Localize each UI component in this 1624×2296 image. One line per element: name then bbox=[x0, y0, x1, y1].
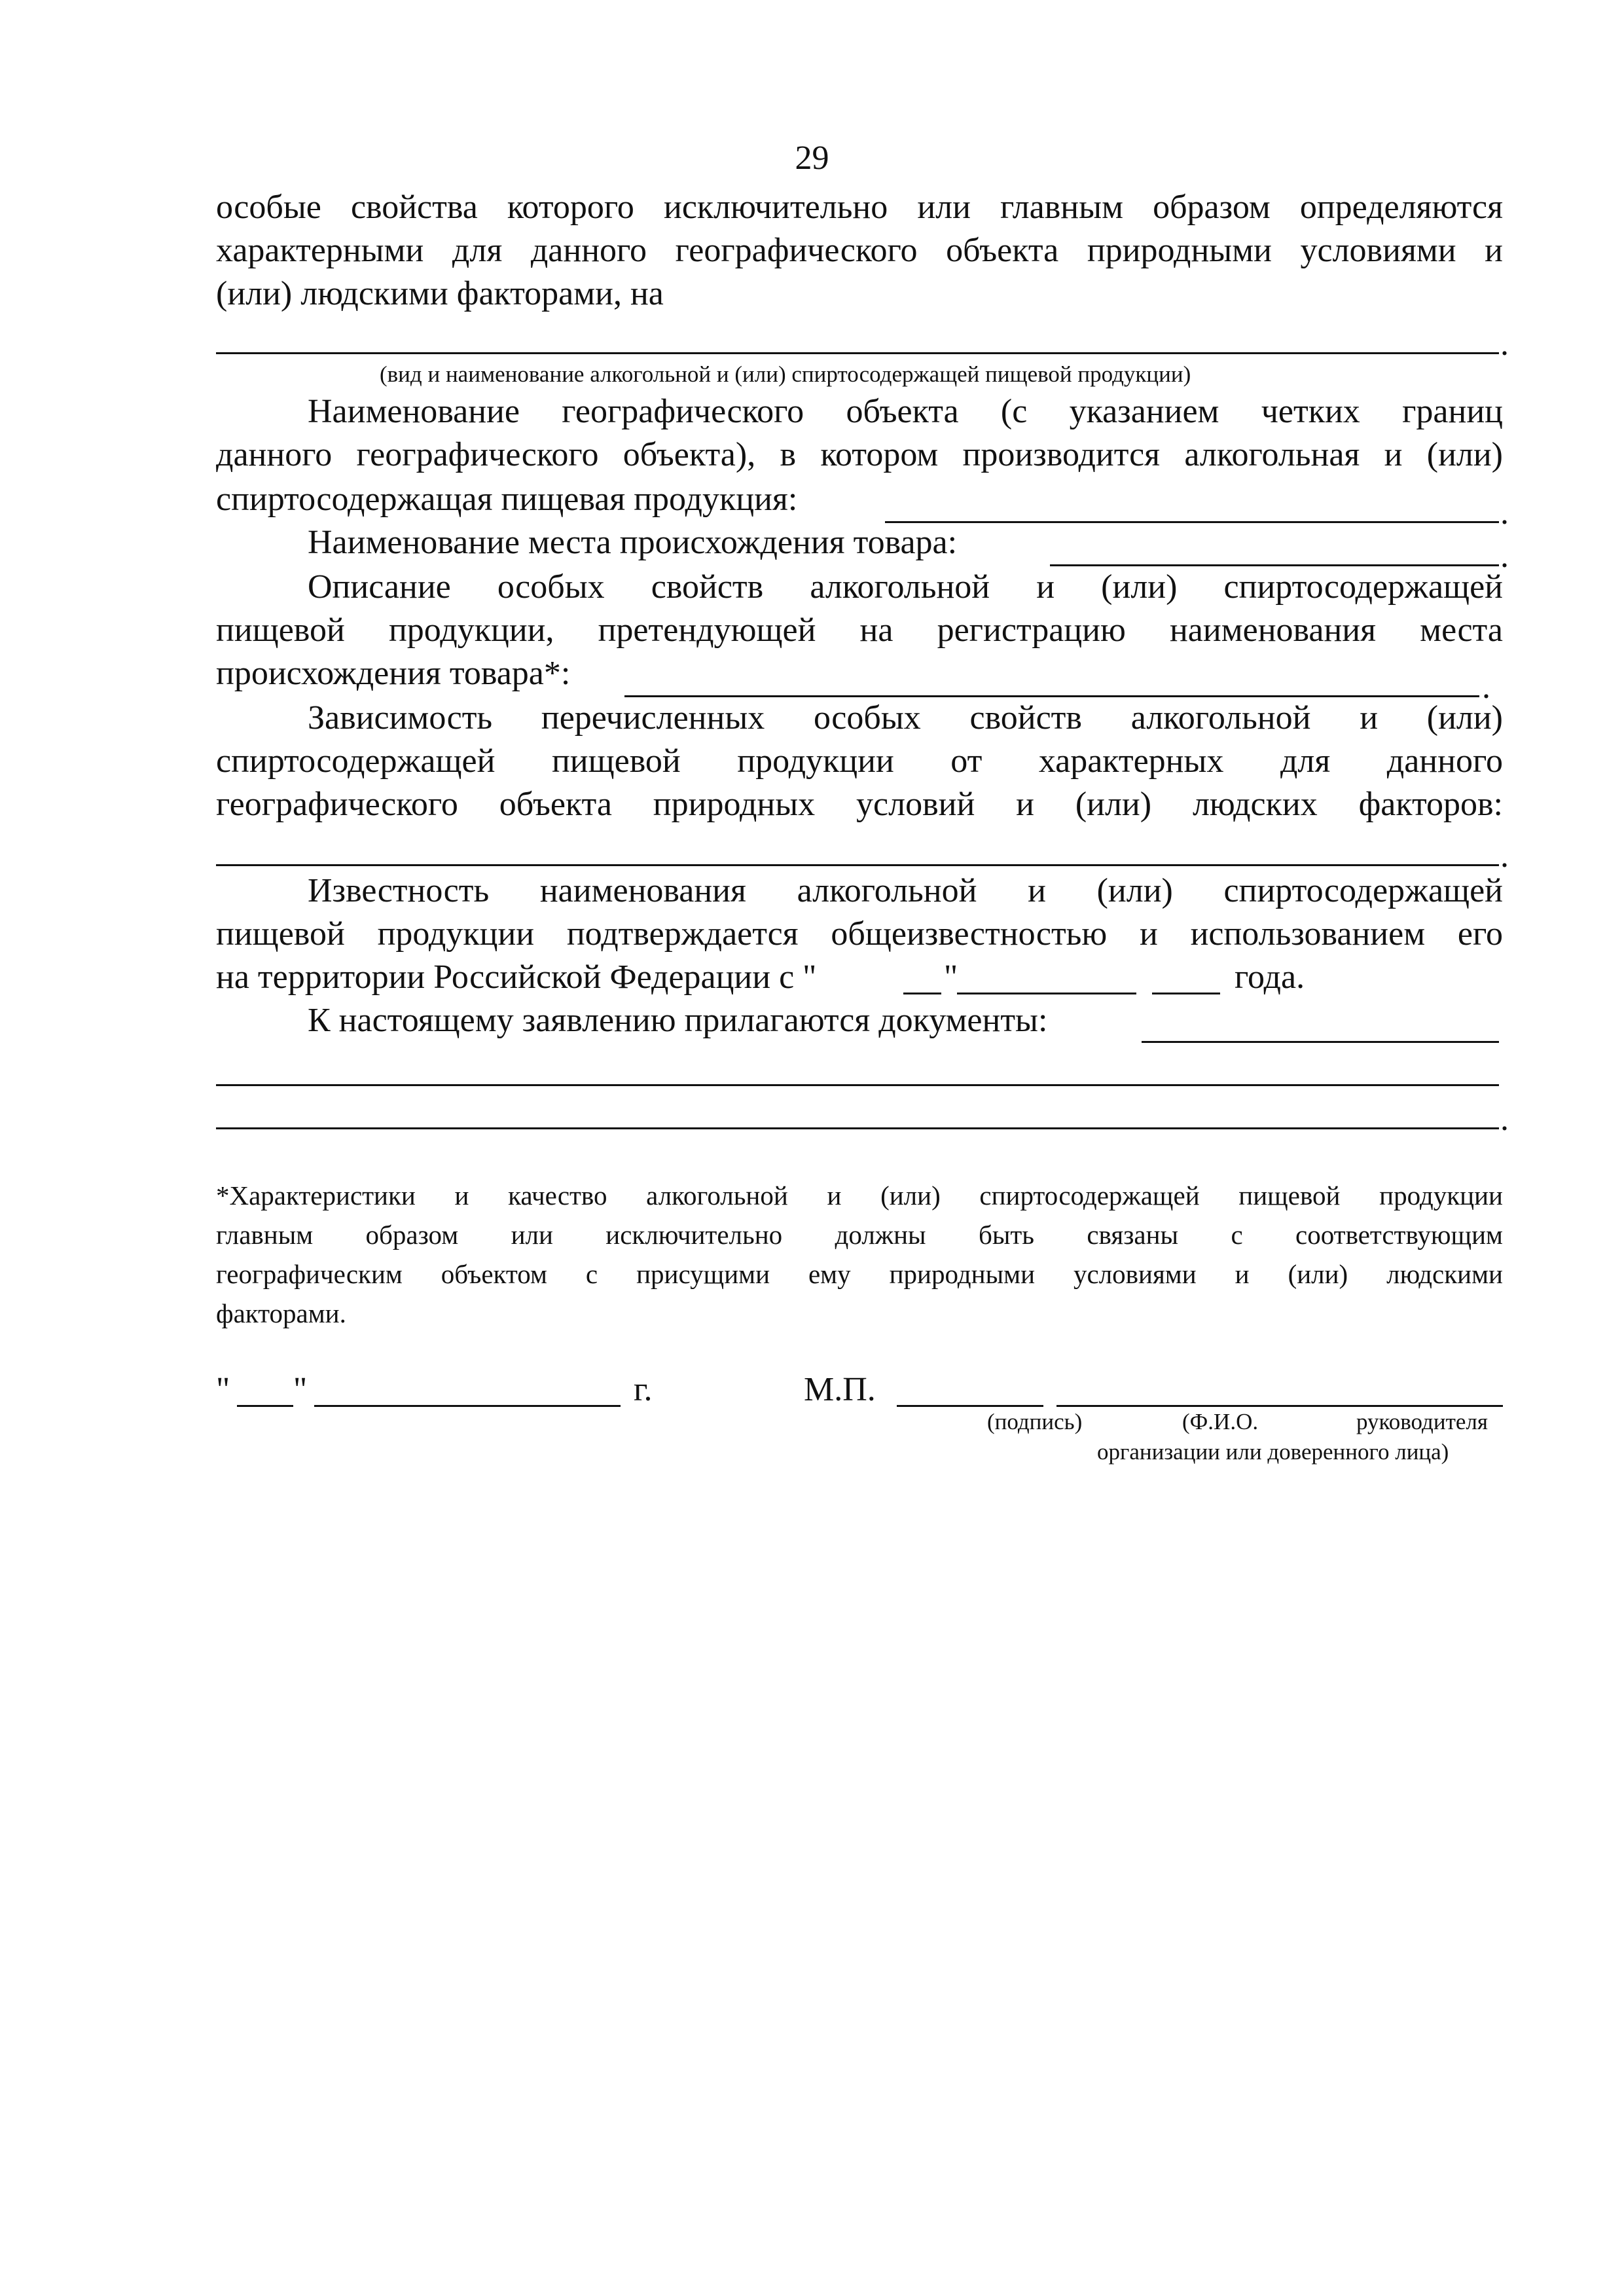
fio-caption-line-2: организации или доверенного лица) bbox=[1097, 1439, 1449, 1465]
footnote-line-4: факторами. bbox=[216, 1298, 346, 1328]
description-period: . bbox=[1482, 668, 1490, 706]
footnote-line-3: географическим объектом с присущими ему природными условиями и (или) людскими bbox=[216, 1259, 1503, 1289]
geo-object-period: . bbox=[1500, 494, 1509, 532]
description-line-1: Описание особых свойств алкогольной и (или) спиртосодержащей bbox=[308, 568, 1503, 606]
attachments-field-line-2[interactable] bbox=[216, 1084, 1499, 1086]
dependence-line-2: спиртосодержащей пищевой продукции от характерных для данного bbox=[216, 742, 1503, 780]
date-month-year-field-line[interactable] bbox=[314, 1405, 621, 1407]
geo-object-line-3: спиртосодержащая пищевая продукция: bbox=[216, 481, 798, 518]
fio-field-line[interactable] bbox=[1056, 1405, 1503, 1407]
signature-caption: (подпись) bbox=[987, 1409, 1083, 1434]
fame-year-field-line[interactable] bbox=[1152, 993, 1220, 994]
geo-object-line-1: Наименование географического объекта (с указанием четких границ bbox=[308, 393, 1503, 430]
product-field-period: . bbox=[1500, 325, 1509, 363]
dependence-period: . bbox=[1500, 837, 1509, 875]
attachments-field-line-3[interactable] bbox=[216, 1127, 1499, 1129]
footnote-line-2: главным образом или исключительно должны быть связаны с соответствующим bbox=[216, 1220, 1503, 1250]
intro-line-2: характерными для данного географического объекта природными условиями и bbox=[216, 232, 1503, 269]
geo-object-line-2: данного географического объекта), в котором производится алкогольная и (или) bbox=[216, 436, 1503, 473]
seal-label: М.П. bbox=[804, 1371, 876, 1408]
dependence-field-line[interactable] bbox=[216, 864, 1499, 866]
attachments-label: К настоящему заявлению прилагаются документы: bbox=[308, 1002, 1048, 1039]
signature-field-line[interactable] bbox=[897, 1405, 1043, 1407]
fame-line-1: Известность наименования алкогольной и (или) спиртосодержащей bbox=[308, 872, 1503, 909]
dependence-line-3: географического объекта природных условий и (или) людских факторов: bbox=[216, 786, 1503, 823]
intro-line-1: особые свойства которого исключительно или главным образом определяются bbox=[216, 189, 1503, 226]
fame-line-2: пищевой продукции подтверждается общеизвестностью и использованием его bbox=[216, 915, 1503, 953]
fio-caption: (Ф.И.О. bbox=[1182, 1409, 1259, 1434]
head-caption: руководителя bbox=[1356, 1409, 1488, 1434]
origin-name-period: . bbox=[1500, 538, 1509, 575]
geo-object-field-line[interactable] bbox=[885, 521, 1499, 523]
origin-name-label: Наименование места происхождения товара: bbox=[308, 524, 958, 561]
attachments-field-line-1[interactable] bbox=[1142, 1041, 1499, 1043]
fame-day-field-line[interactable] bbox=[903, 993, 941, 994]
date-year-suffix: г. bbox=[634, 1371, 653, 1408]
dependence-line-1: Зависимость перечисленных особых свойств алкогольной и (или) bbox=[308, 699, 1503, 737]
fame-line-3-prefix: на территории Российской Федерации с " bbox=[216, 958, 817, 996]
description-line-3: происхождения товара*: bbox=[216, 655, 571, 692]
date-quote-close: " bbox=[293, 1371, 308, 1408]
attachments-period: . bbox=[1500, 1101, 1509, 1138]
fame-line-3-suffix: года. bbox=[1235, 958, 1305, 996]
product-field-caption: (вид и наименование алкогольной и (или) спиртосодержащей пищевой продукции) bbox=[380, 361, 1191, 387]
date-day-field-line[interactable] bbox=[237, 1405, 293, 1407]
description-line-2: пищевой продукции, претендующей на регистрацию наименования места bbox=[216, 611, 1503, 649]
page-number: 29 bbox=[795, 139, 829, 177]
fame-month-field-line[interactable] bbox=[957, 993, 1136, 994]
product-field-line[interactable] bbox=[216, 352, 1499, 354]
date-quote-open: " bbox=[216, 1371, 230, 1408]
footnote-line-1: *Характеристики и качество алкогольной и (или) спиртосодержащей пищевой продукции bbox=[216, 1180, 1503, 1211]
intro-line-3: (или) людскими факторами, на bbox=[216, 275, 664, 312]
fame-quote-close: " bbox=[944, 958, 958, 996]
